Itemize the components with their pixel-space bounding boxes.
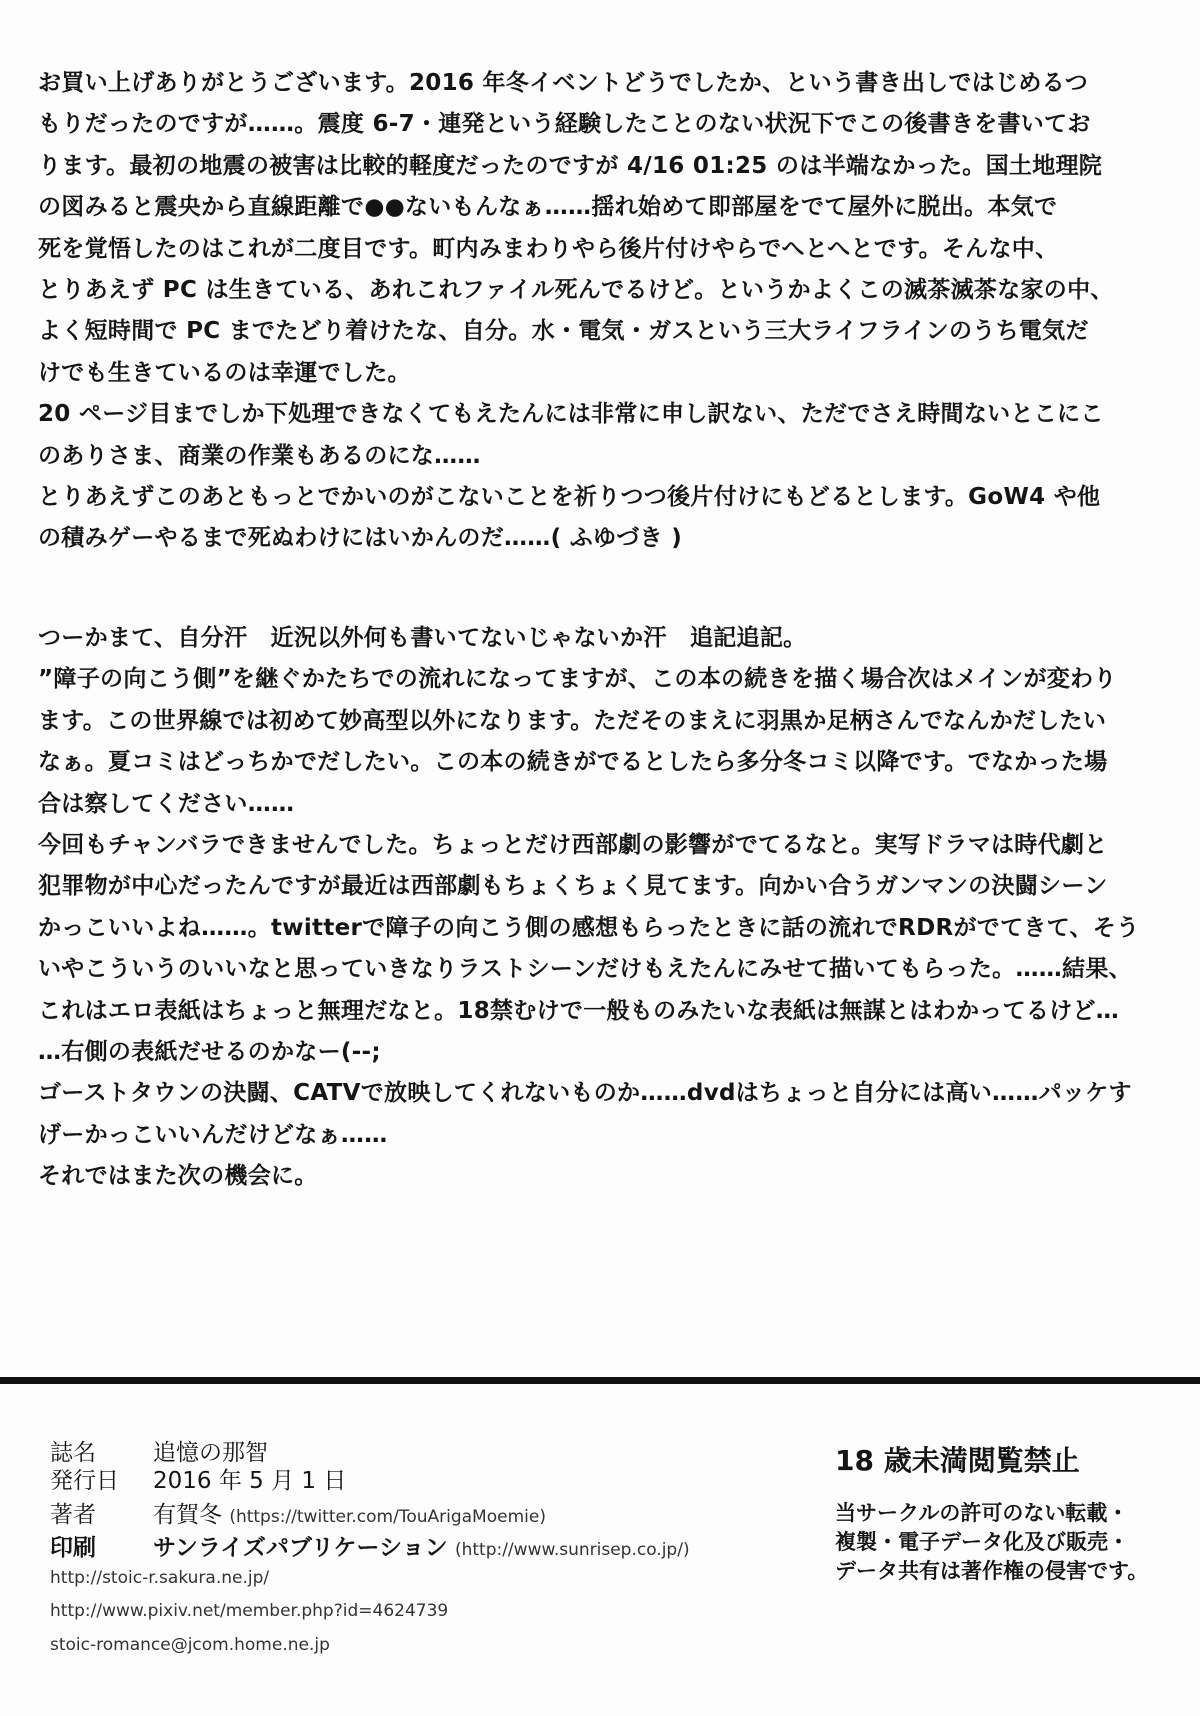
text-line: げーかっこいいんだけどなぁ…… <box>38 1121 388 1148</box>
text-line: 合は察してください…… <box>38 790 295 817</box>
text-line: それではまた次の機会に。 <box>38 1163 318 1190</box>
text-line: よく短時間で PC までたどり着けたな、自分。水・電気・ガスという三大ライフラインのうち電気だ <box>38 318 1089 345</box>
divider-rule <box>0 1377 1200 1384</box>
text-line: 死を覚悟したのはこれが二度目です。町内みまわりやら後片付けやらでへとへとです。そんな中、 <box>38 235 1059 262</box>
text-line: 20 ページ目までしか下処理できなくてもえたんには非常に申し訳ない、ただでさえ時間ないとこにこ <box>38 401 1104 428</box>
printer-label: 印刷 <box>50 1535 96 1561</box>
printer-url[interactable]: (http://www.sunrisep.co.jp/) <box>454 1540 690 1560</box>
title-value: 追憶の那智 <box>153 1440 268 1466</box>
author-url[interactable]: (https://twitter.com/TouArigaMoemie) <box>229 1507 546 1527</box>
author-label: 著者 <box>50 1502 96 1528</box>
pixiv-link[interactable]: http://www.pixiv.net/member.php?id=4624739 <box>50 1601 449 1621</box>
text-line: の積みゲーやるまで死ぬわけにはいかんのだ……( ふゆづき ) <box>38 525 683 552</box>
author-line <box>153 1501 546 1531</box>
text-line: のありさま、商業の作業もあるのにな…… <box>38 442 481 469</box>
date-label: 発行日 <box>50 1468 119 1494</box>
age-rating: 18 歳未満閲覧禁止 <box>835 1444 1080 1477</box>
text-line: ます。この世界線では初めて妙高型以外になります。ただそのまえに羽黒か足柄さんでなんかだしたい <box>38 707 1107 734</box>
text-line: もりだったのですが……。震度 6-7・連発という経験したことのない状況下でこの後書きを書いてお <box>38 111 1091 138</box>
text-line: の図みると震央から直線距離で●●ないもんなぁ……揺れ始めて即部屋をでて屋外に脱出。本気で <box>38 194 1058 221</box>
text-line: なぁ。夏コミはどっちかでだしたい。この本の続きがでるとしたら多分冬コミ以降です。でなかった場 <box>38 749 1108 776</box>
author-value: 有賀冬 <box>153 1502 222 1528</box>
text-line: とりあえず PC は生きている、あれこれファイル死んでるけど。というかよくこの滅茶滅茶な家の中、 <box>38 277 1114 303</box>
text-line: けでも生きているのは幸運でした。 <box>38 359 411 386</box>
website-link[interactable]: http://stoic-r.sakura.ne.jp/ <box>50 1568 270 1588</box>
text-line: ります。最初の地震の被害は比較的軽度だったのですが 4/16 01:25 のは半端なかった。国土地理院 <box>38 152 1103 179</box>
email-link[interactable]: stoic-romance@jcom.home.ne.jp <box>50 1635 330 1655</box>
printer-value: サンライズパブリケーション <box>153 1535 448 1561</box>
text-line: …右側の表紙だせるのかなー(--; <box>38 1039 381 1065</box>
text-line: いやこういうのいいなと思っていきなりラストシーンだけもえたんにみせて描いてもらった。……結果、 <box>38 956 1132 983</box>
text-line: 犯罪物が中心だったんですが最近は西部劇もちょくちょく見てます。向かい合うガンマンの決闘シーン <box>38 873 1108 900</box>
date-value: 2016 年 5 月 1 日 <box>153 1468 347 1494</box>
text-line: かっこいいよね……。twitterで障子の向こう側の感想もらったときに話の流れでRDRがでてきて、そう <box>38 914 1140 941</box>
copyright-line: 当サークルの許可のない転載・ <box>835 1501 1129 1525</box>
copyright-line: 複製・電子データ化及び販売・ <box>835 1530 1129 1554</box>
copyright-line: データ共有は著作権の侵害です。 <box>835 1559 1149 1583</box>
text-line: ゴーストタウンの決闘、CATVで放映してくれないものか……dvdはちょっと自分には高い……パッケす <box>38 1080 1132 1107</box>
text-line: お買い上げありがとうございます。2016 年冬イベントどうでしたか、という書き出しではじめるつ <box>38 70 1089 96</box>
text-line: とりあえずこのあともっとでかいのがこないことを祈りつつ後片付けにもどるとします。GoW4 や他 <box>38 484 1101 510</box>
text-line: ”障子の向こう側”を継ぐかたちでの流れになってますが、この本の続きを描く場合次はメインが変わり <box>38 666 1117 693</box>
title-label: 誌名 <box>50 1440 96 1466</box>
printer-line <box>153 1534 690 1564</box>
text-line: 今回もチャンバラできませんでした。ちょっとだけ西部劇の影響がでてるなと。実写ドラマは時代劇と <box>38 832 1108 858</box>
text-line: これはエロ表紙はちょっと無理だなと。18禁むけで一般ものみたいな表紙は無謀とはわかってるけど… <box>38 997 1120 1024</box>
text-line: つーかまて、自分汗 近況以外何も書いてないじゃないか汗 追記追記。 <box>38 625 807 651</box>
